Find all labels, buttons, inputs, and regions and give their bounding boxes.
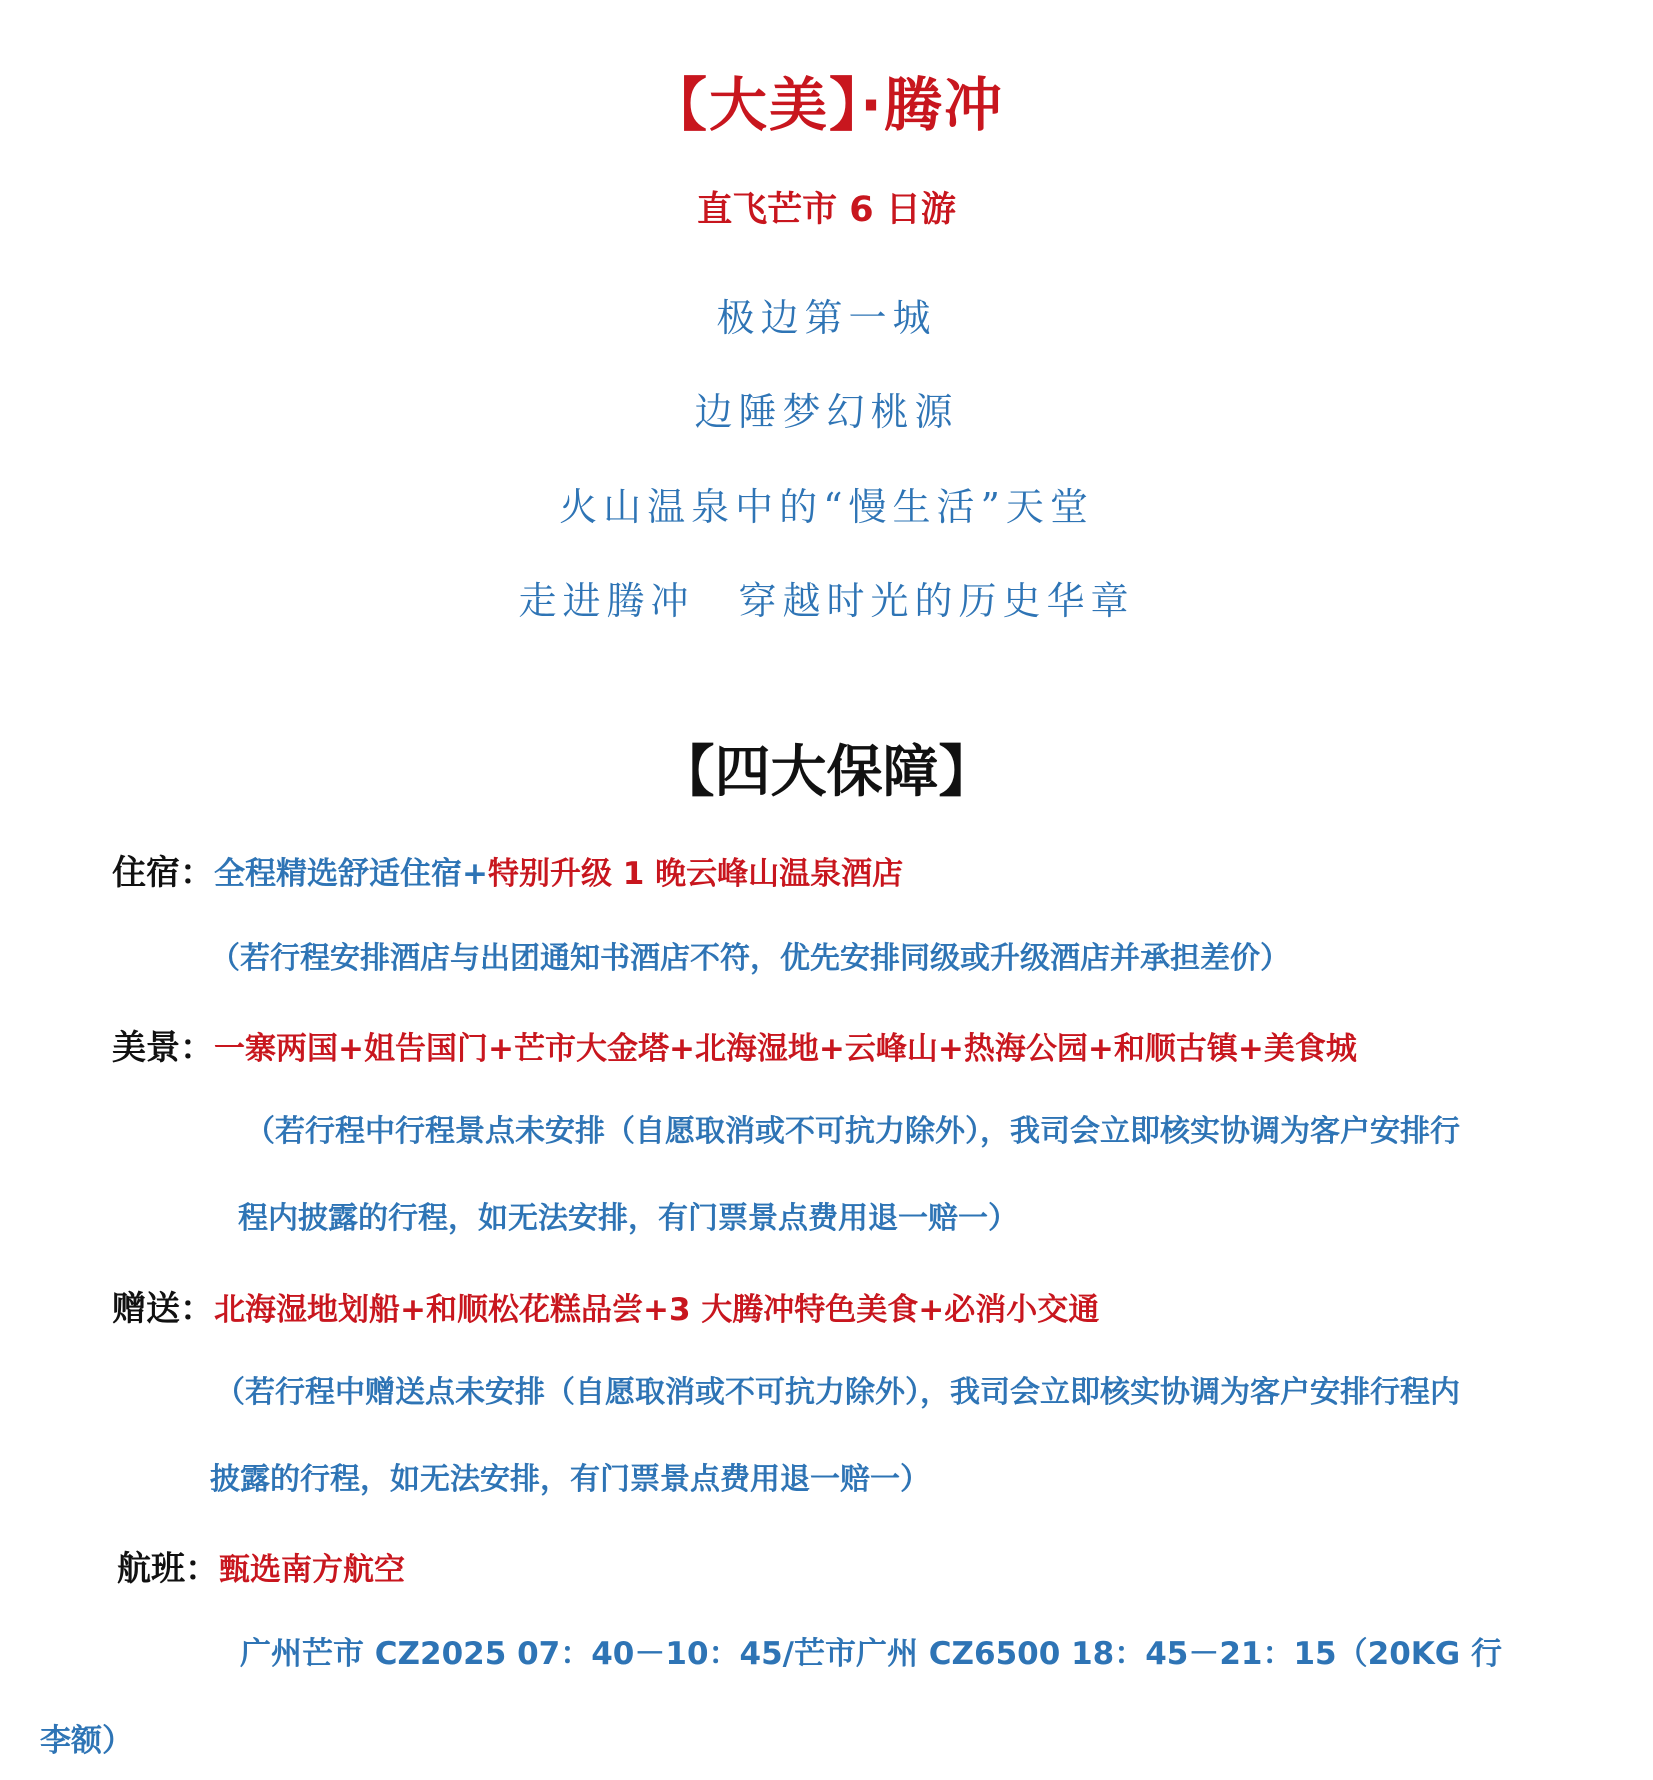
scenery-label: 美景： — [112, 1028, 214, 1068]
slogan-3: 火山温泉中的“慢生活”天堂 — [559, 485, 1094, 529]
slogan-1: 极边第一城 — [716, 296, 937, 340]
gifts-note-line1: （若行程中赠送点未安排（自愿取消或不可抗力除外），我司会立即核实协调为客户安排行程内 — [215, 1375, 1460, 1410]
gifts-row — [112, 1281, 1099, 1330]
scenery-note-line1: （若行程中行程景点未安排（自愿取消或不可抗力除外），我司会立即核实协调为客户安排行 — [245, 1114, 1460, 1149]
lodging-row — [112, 845, 903, 894]
lodging-value-upgrade: 特别升级 1 晚云峰山温泉酒店 — [487, 856, 904, 892]
flight-row — [117, 1541, 405, 1590]
flight-value: 甄选南方航空 — [219, 1552, 405, 1588]
slogan-4: 走进腾冲 穿越时光的历史华章 — [518, 579, 1135, 623]
gifts-label: 赠送： — [112, 1289, 214, 1329]
page-subtitle: 直飞芒市 6 日游 — [697, 190, 956, 230]
flight-detail-line2: 李额） — [40, 1723, 133, 1759]
gifts-value: 北海湿地划船+和顺松花糕品尝+3 大腾冲特色美食+必消小交通 — [214, 1292, 1100, 1328]
section-title: 【四大保障】 — [658, 740, 995, 805]
lodging-value-base: 全程精选舒适住宿+ — [214, 856, 488, 892]
flight-detail-line1: 广州芒市 CZ2025 07：40－10：45/芒市广州 CZ6500 18：45－21：15（20KG 行 — [240, 1636, 1503, 1672]
scenery-value: 一寨两国+姐告国门+芒市大金塔+北海湿地+云峰山+热海公园+和顺古镇+美食城 — [214, 1031, 1357, 1067]
lodging-label: 住宿： — [112, 853, 214, 893]
lodging-note: （若行程安排酒店与出团通知书酒店不符，优先安排同级或升级酒店并承担差价） — [210, 941, 1290, 976]
scenery-note-line2: 程内披露的行程，如无法安排，有门票景点费用退一赔一） — [238, 1201, 1018, 1236]
gifts-note-line2: 披露的行程，如无法安排，有门票景点费用退一赔一） — [210, 1462, 930, 1497]
scenery-row — [112, 1020, 1357, 1069]
flight-label: 航班： — [117, 1549, 219, 1589]
slogan-2: 边陲梦幻桃源 — [694, 390, 959, 434]
page-title: 【大美】·腾冲 — [648, 71, 1005, 139]
